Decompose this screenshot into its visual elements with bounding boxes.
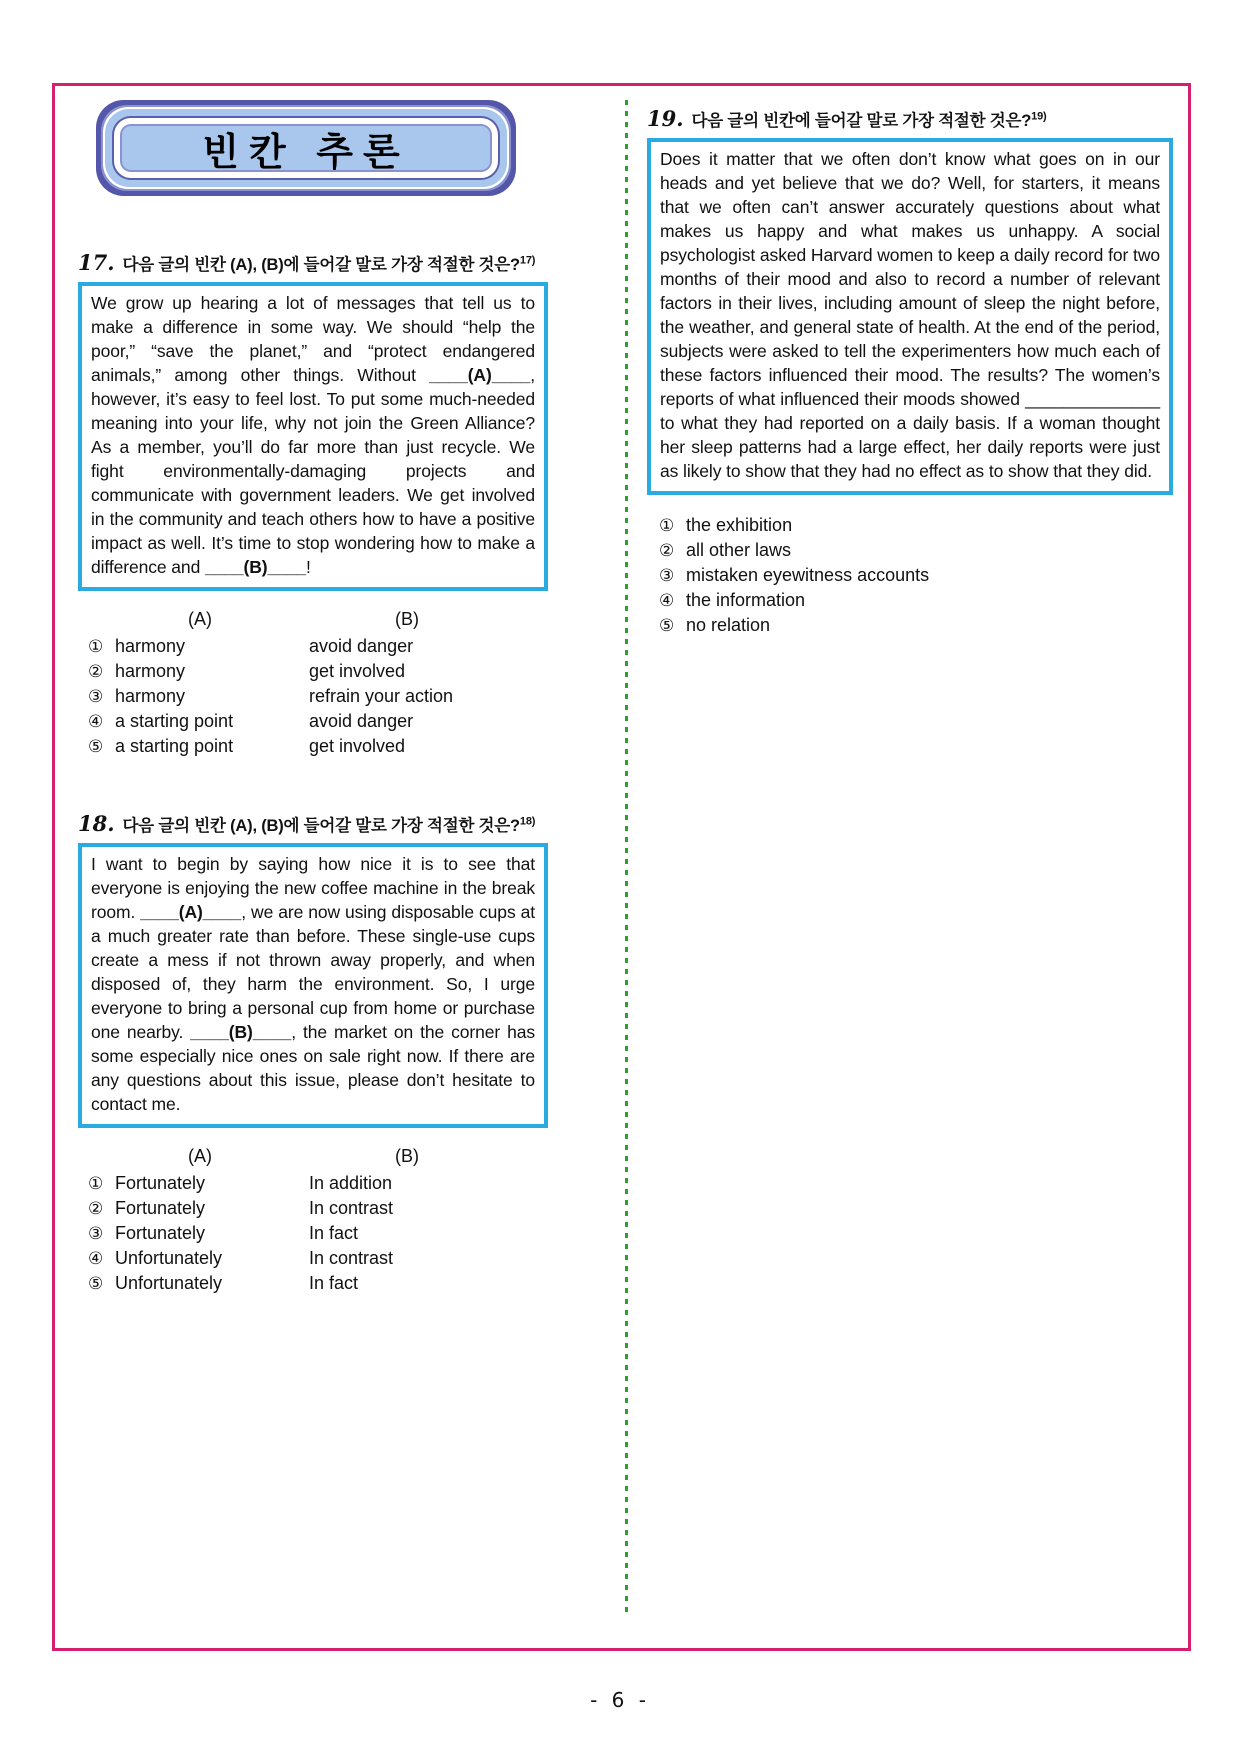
option-b-text: In contrast: [309, 1248, 394, 1268]
footnote-marker: 19): [1031, 110, 1047, 123]
options-table: [78, 607, 548, 759]
option-marker: ①: [88, 1174, 104, 1193]
option-b-text: In contrast: [309, 1198, 394, 1218]
option-row: [78, 684, 548, 709]
col-a-header: (A): [188, 609, 212, 629]
option-marker: ⑤: [88, 1274, 104, 1293]
option-text: no relation: [686, 615, 771, 635]
option-text: mistaken eyewitness accounts: [686, 565, 930, 585]
question-number: 18.: [78, 811, 115, 836]
page-number: - 6 -: [590, 1688, 650, 1712]
option-b-text: get involved: [309, 661, 406, 681]
option-a-text: a starting point: [115, 736, 234, 756]
option-marker: ②: [88, 662, 104, 681]
option-b-text: In fact: [309, 1223, 359, 1243]
option-marker: ④: [88, 1249, 104, 1268]
option-text: the information: [686, 590, 806, 610]
option-b-text: avoid danger: [309, 711, 414, 731]
option-text: the exhibition: [686, 515, 793, 535]
option-row: [647, 613, 1173, 638]
option-b-text: refrain your action: [309, 686, 454, 706]
page-frame: [52, 83, 1191, 1651]
col-b-header: (B): [395, 609, 419, 629]
option-marker: ①: [659, 516, 675, 535]
options-header-row: [78, 607, 548, 632]
option-b-text: get involved: [309, 736, 406, 756]
options-header-row: [78, 1144, 548, 1169]
option-a-text: Unfortunately: [115, 1248, 223, 1268]
question-19: [647, 106, 1173, 638]
option-a-text: harmony: [115, 686, 186, 706]
option-marker: ⑤: [659, 616, 675, 635]
option-marker: ③: [659, 566, 675, 585]
option-marker: ②: [659, 541, 675, 560]
option-marker: ④: [88, 712, 104, 731]
option-marker: ①: [88, 637, 104, 656]
question-number: 17.: [78, 250, 115, 275]
option-a-text: Fortunately: [115, 1198, 206, 1218]
banner-title: 빈칸 추론: [202, 131, 410, 174]
option-row: [78, 634, 548, 659]
option-row: [647, 538, 1173, 563]
option-marker: ⑤: [88, 737, 104, 756]
question-18: [78, 811, 548, 1296]
option-a-text: Fortunately: [115, 1173, 206, 1193]
question-19-header: [647, 106, 1173, 131]
option-marker: ③: [88, 687, 104, 706]
option-marker: ②: [88, 1199, 104, 1218]
option-row: [78, 709, 548, 734]
option-b-text: In fact: [309, 1273, 359, 1293]
question-17: [78, 250, 548, 759]
option-row: [78, 1271, 548, 1296]
option-row: [78, 1196, 548, 1221]
option-row: [78, 1246, 548, 1271]
options-table: [78, 1144, 548, 1296]
passage-box: Does it matter that we often don’t know what goes on in our heads and yet believe that we do? Well, for starters, it means that we often can’t answer accurately questions about what makes us happy and what makes us unhappy. A social psychologist asked Harvard women to keep a daily record for two months of their mood and also to record a number of relevant factors in their lives, including amount of sleep the night before, the weather, and general state of health. At the end of the period, subjects were asked to tell the experimenters how much each of these factors influenced their mood. The results? The women’s reports of what influenced their moods showed ______________ to what they had reported on a daily basis. If a woman thought her sleep patterns had a large effect, her daily reports were just as likely to show that they had no effect as to show that they did.: [647, 138, 1173, 495]
passage-box: I want to begin by saying how nice it is to see that everyone is enjoying the new coffee machine in the break room. ____(A)____, we are now using disposable cups at a much greater rate than before. These single-use cups create a mess if not thrown away properly, and when disposed of, they harm the environment. So, I urge everyone to bring a personal cup from home or purchase one nearby. ____(B)____, the market on the corner has some especially nice ones on sale right now. If there are any questions about this issue, please don’t hesitate to contact me.: [78, 843, 548, 1128]
option-row: [78, 1171, 548, 1196]
footnote-marker: 17): [519, 254, 536, 267]
option-a-text: Fortunately: [115, 1223, 206, 1243]
question-prompt: 다음 글의 빈칸에 들어갈 말로 가장 적절한 것은?$^{19)}$: [691, 110, 1047, 130]
option-row: [78, 734, 548, 759]
question-prompt: 다음 글의 빈칸 (A), (B)에 들어갈 말로 가장 적절한 것은?$^{17)}$: [122, 254, 536, 274]
column-divider: [625, 100, 628, 1614]
option-row: [78, 1221, 548, 1246]
question-prompt: 다음 글의 빈칸 (A), (B)에 들어갈 말로 가장 적절한 것은?$^{18)}$: [122, 815, 536, 835]
right-column: [647, 100, 1173, 638]
option-a-text: a starting point: [115, 711, 234, 731]
passage-box: We grow up hearing a lot of messages that tell us to make a difference in some way. We should “help the poor,” “save the planet,” and “protect endangered animals,” among other things. Without ____(A)____, however, it’s easy to feel lost. To put some much-needed meaning into your life, why not join the Green Alliance? As a member, you’ll do far more than just recycle. We fight environmentally-damaging projects and communicate with government leaders. We get involved in the community and teach others how to have a positive impact as well. It’s time to stop wondering how to make a difference and ____(B)____!: [78, 282, 548, 591]
question-number: 19.: [647, 106, 684, 131]
option-marker: ④: [659, 591, 675, 610]
option-b-text: In addition: [309, 1173, 393, 1193]
question-18-header: [78, 811, 548, 836]
col-b-header: (B): [395, 1146, 419, 1166]
option-row: [647, 588, 1173, 613]
footnote-marker: 18): [519, 815, 536, 828]
option-b-text: avoid danger: [309, 636, 414, 656]
option-row: [78, 659, 548, 684]
option-row: [647, 513, 1173, 538]
left-column: [78, 100, 548, 1296]
option-row: [647, 563, 1173, 588]
options-list: [647, 513, 1173, 638]
option-text: all other laws: [686, 540, 792, 560]
title-banner: [122, 126, 490, 174]
col-a-header: (A): [188, 1146, 212, 1166]
question-17-header: [78, 250, 548, 275]
option-a-text: harmony: [115, 636, 186, 656]
option-marker: ③: [88, 1224, 104, 1243]
option-a-text: Unfortunately: [115, 1273, 223, 1293]
option-a-text: harmony: [115, 661, 186, 681]
